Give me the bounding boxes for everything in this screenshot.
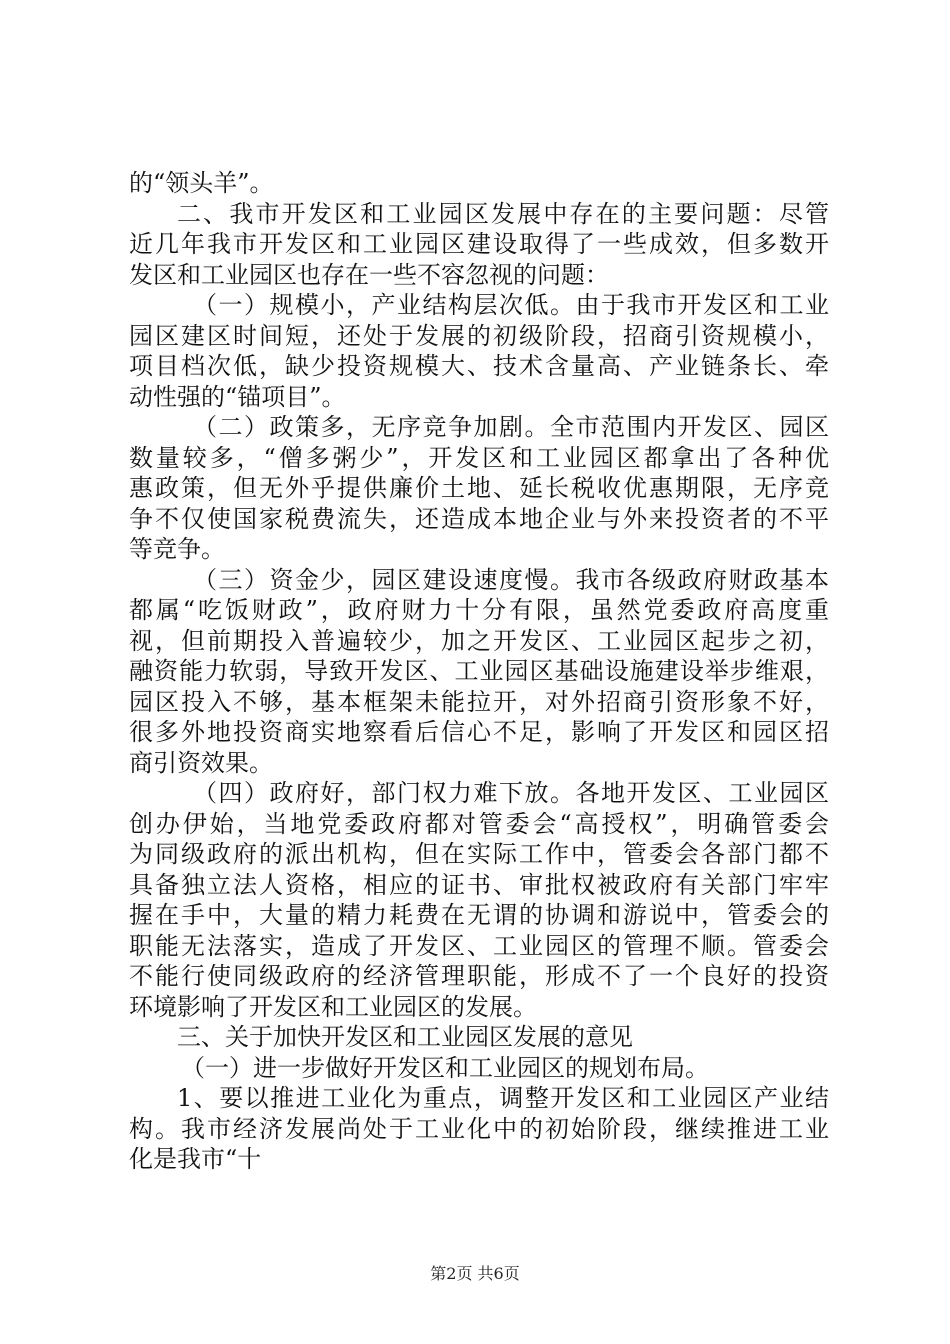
subsection-heading-2: （二）政策多，无序竞争加剧。全市范围内开发区、园区 (193, 413, 829, 441)
text-line: 园区投入不够，基本框架未能拉开，对外招商引资形象不好， (129, 687, 829, 716)
text-line: 争不仅使国家税费流失，还造成本地企业与外来投资者的不平 (129, 504, 829, 533)
text-line: 构。我市经济发展尚处于工业化中的初始阶段，继续推进工业 (129, 1114, 829, 1143)
subsection-heading-4: （四）政府好，部门权力难下放。各地开发区、工业园区 (193, 779, 829, 807)
text-line: 融资能力软弱，导致开发区、工业园区基础设施建设举步维艰， (129, 657, 829, 685)
subsection-heading: （一）进一步做好开发区和工业园区的规划布局。 (181, 1053, 709, 1082)
text-line: 环境影响了开发区和工业园区的发展。 (129, 992, 537, 1021)
text-line: 视，但前期投入普遍较少，加之开发区、工业园区起步之初， (129, 626, 829, 655)
subsection-heading-3: （三）资金少，园区建设速度慢。我市各级政府财政基本 (193, 565, 829, 594)
text-line: 创办伊始，当地党委政府都对管委会“高授权”，明确管委会 (129, 809, 829, 838)
section-heading-2: 二、我市开发区和工业园区发展中存在的主要问题：尽管 (177, 199, 829, 228)
text-line: 近几年我市开发区和工业园区建设取得了一些成效，但多数开 (129, 230, 829, 258)
text-line: 商引资效果。 (129, 748, 273, 777)
section-heading-3: 三、关于加快开发区和工业园区发展的意见 (177, 1023, 633, 1051)
text-line: 惠政策，但无外乎提供廉价土地、延长税收优惠期限，无序竞 (129, 474, 829, 502)
text-line: 握在手中，大量的精力耗费在无谓的协调和游说中，管委会的 (129, 901, 829, 929)
text-line: 动性强的“锚项目”。 (129, 382, 346, 411)
text-line: 都属“吃饭财政”，政府财力十分有限，虽然党委政府高度重 (129, 596, 829, 624)
text-line: 的“领头羊”。 (129, 169, 274, 197)
page-number-footer: 第2页 共6页 (430, 1264, 520, 1283)
text-line: 化是我市“十 (129, 1145, 262, 1173)
text-line: 具备独立法人资格，相应的证书、审批权被政府有关部门牢牢 (129, 870, 829, 899)
text-line: 数量较多，“僧多粥少”，开发区和工业园区都拿出了各种优 (129, 443, 829, 472)
text-line: 职能无法落实，造成了开发区、工业园区的管理不顺。管委会 (129, 931, 829, 960)
document-body (129, 168, 829, 1175)
text-line: 很多外地投资商实地察看后信心不足，影响了开发区和园区招 (129, 718, 829, 746)
text-line: 发区和工业园区也存在一些不容忽视的问题： (129, 260, 609, 289)
text-line: 园区建区时间短，还处于发展的初级阶段，招商引资规模小， (129, 321, 829, 350)
text-line: 项目档次低，缺少投资规模大、技术含量高、产业链条长、牵 (129, 352, 829, 380)
text-line: 为同级政府的派出机构，但在实际工作中，管委会各部门都不 (129, 840, 829, 868)
text-line: 不能行使同级政府的经济管理职能，形成不了一个良好的投资 (129, 962, 829, 990)
text-line: 等竞争。 (129, 535, 225, 563)
numbered-item-1: 1、要以推进工业化为重点，调整开发区和工业园区产业结 (177, 1084, 829, 1112)
subsection-heading-1: （一）规模小，产业结构层次低。由于我市开发区和工业 (193, 291, 829, 319)
